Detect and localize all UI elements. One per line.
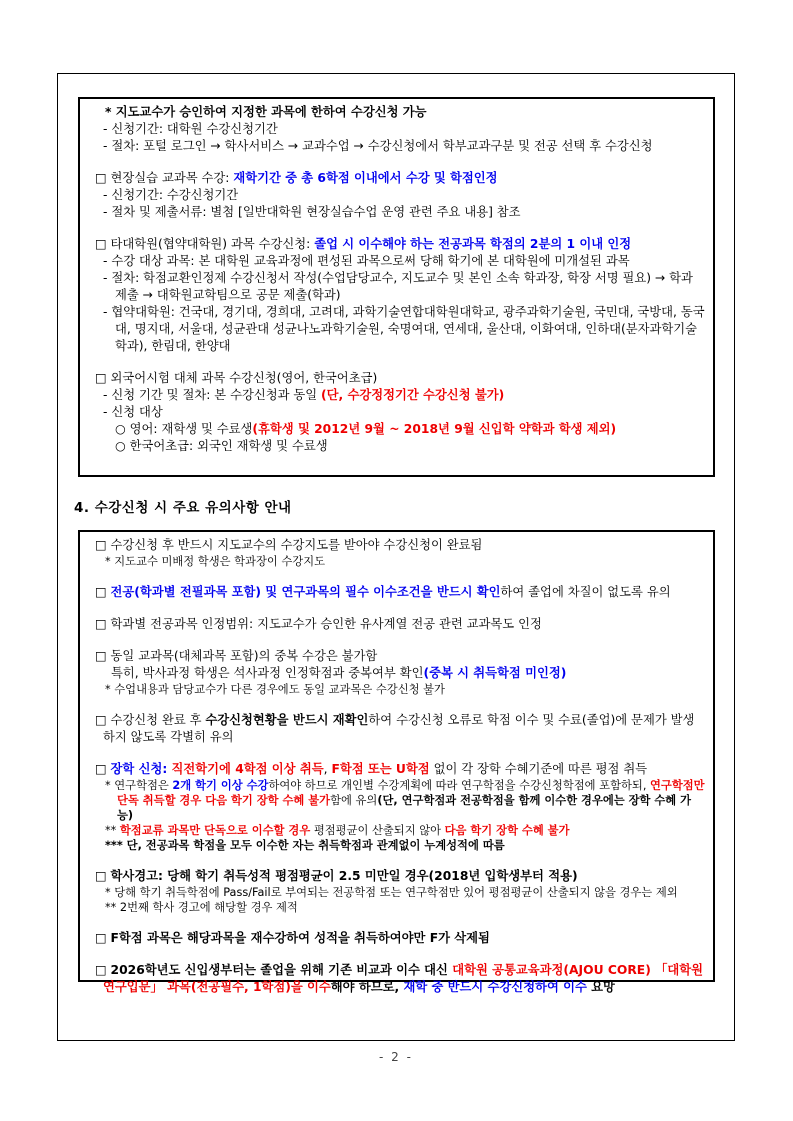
paragraph bbox=[87, 387, 706, 404]
text-run: □ 수강신청 완료 후 bbox=[95, 713, 206, 727]
notice-info-box bbox=[78, 530, 715, 994]
text-run: □ 학과별 전공과목 인정범위: 지도교수가 승인한 유사계열 전공 관련 교과목도 인정 bbox=[95, 617, 542, 631]
text-run: ○ 영어: 재학생 및 수료생 bbox=[115, 422, 253, 436]
text-run: □ bbox=[95, 963, 111, 977]
paragraph bbox=[87, 648, 706, 665]
text-run: - 협약대학원: 건국대, 경기대, 경희대, 고려대, 과학기술연합대학원대학교, 광주과학기술원, 국민대, 국방대, 동국대, 명지대, 서울대, 성균관대 성균나노과학기술원, 숙명여대, 연세대, 울산대, 이화여대, 인하대(분자과학기술학과), 한림대, 한양대 bbox=[103, 305, 705, 353]
paragraph bbox=[87, 438, 706, 455]
text-run: *** 단, 전공과목 학점을 모두 이수한 자는 취득학점과 관계없이 누계성적에 따름 bbox=[105, 839, 505, 852]
paragraph bbox=[87, 665, 706, 682]
text-run: 졸업 시 이수해야 하는 전공과목 학점의 2분의 1 이내 인정 bbox=[314, 237, 632, 251]
text-run: (단, 수강정정기간 수강신청 불가) bbox=[321, 388, 505, 402]
text-run: 재학기간 중 총 6학점 이내에서 수강 및 학점인정 bbox=[233, 171, 498, 185]
text-run: - 수강 대상 과목: 본 대학원 교육과정에 편성된 과목으로써 당해 학기에 본 대학원에 미개설된 과목 bbox=[103, 254, 630, 268]
text-run: 평점평균이 산출되지 않아 bbox=[310, 824, 445, 837]
paragraph bbox=[87, 370, 706, 387]
text-run: 전공(학과별 전필과목 포함) 및 연구과목의 필수 이수조건을 반드시 확인 bbox=[110, 585, 501, 599]
text-run: 2026학년도 신입생부터는 졸업을 위해 기존 비교과 이수 대신 bbox=[110, 963, 453, 977]
paragraph bbox=[87, 187, 706, 204]
text-run: □ bbox=[95, 585, 111, 599]
paragraph bbox=[87, 304, 706, 355]
registration-info-box bbox=[78, 97, 715, 477]
text-run: □ bbox=[95, 931, 111, 945]
text-run: 요망 bbox=[586, 980, 615, 994]
text-run: * 지도교수 미배정 학생은 학과장이 수강지도 bbox=[105, 555, 326, 568]
text-run: 학사경고: 당해 학기 취득성적 평점평균이 2.5 미만일 경우(2018년 입학생부터 적용) bbox=[110, 869, 578, 883]
text-run: 없이 각 장학 수혜기준에 따른 평점 취득 bbox=[429, 762, 648, 776]
paragraph bbox=[87, 170, 706, 187]
text-run: 함에 유의 bbox=[330, 794, 378, 807]
paragraph bbox=[87, 253, 706, 270]
paragraph bbox=[87, 761, 706, 778]
paragraph bbox=[87, 584, 706, 601]
text-run: □ 수강신청 후 반드시 지도교수의 수강지도를 받아야 수강신청이 완료됨 bbox=[95, 538, 483, 552]
text-run: 직전학기에 4학점 이상 취득 bbox=[171, 762, 324, 776]
note-line bbox=[87, 900, 706, 915]
paragraph bbox=[87, 712, 706, 746]
note-line bbox=[87, 838, 706, 853]
paragraph bbox=[87, 204, 706, 221]
text-run: 장학 신청: bbox=[110, 762, 172, 776]
paragraph bbox=[87, 104, 706, 121]
paragraph bbox=[87, 421, 706, 438]
text-run: - 절차: 포털 로그인 → 학사서비스 → 교과수업 → 수강신청에서 학부교과구분 및 전공 선택 후 수강신청 bbox=[103, 139, 653, 153]
text-run: (휴학생 및 2012년 9월 ~ 2018년 9월 신입학 약학과 학생 제외) bbox=[252, 422, 617, 436]
text-run: - 신청기간: 대학원 수강신청기간 bbox=[103, 122, 278, 136]
text-run: F학점 또는 U학점 bbox=[331, 762, 430, 776]
text-run: * 지도교수가 승인하여 지정한 과목에 한하여 수강신청 가능 bbox=[105, 105, 427, 119]
page-number: - 2 - bbox=[379, 1050, 413, 1064]
note-line bbox=[87, 778, 706, 823]
text-run: □ 외국어시험 대체 과목 수강신청(영어, 한국어초급) bbox=[95, 371, 378, 385]
paragraph bbox=[87, 121, 706, 138]
text-run: 해야 하므로, bbox=[330, 980, 404, 994]
note-line bbox=[87, 554, 706, 569]
text-run: 대학원 공통교육과정(AJOU CORE) 「대학원연구입문」 과목(전공필수, 1학점)을 이수 bbox=[103, 963, 704, 994]
text-run: * 연구학점은 bbox=[105, 779, 173, 792]
section-4-heading: 4. 수강신청 시 주요 유의사항 안내 bbox=[74, 500, 292, 516]
text-run: F학점 과목은 해당과목을 재수강하여 성적을 취득하여야만 F가 삭제됨 bbox=[110, 931, 490, 945]
paragraph bbox=[87, 270, 706, 304]
text-run: 특히, 박사과정 학생은 석사과정 인정학점과 중복여부 확인 bbox=[111, 666, 424, 680]
text-run: 재학 중 반드시 수강신청하여 이수 bbox=[403, 980, 587, 994]
text-run: 하여 졸업에 차질이 없도록 유의 bbox=[500, 585, 671, 599]
text-run: ○ 한국어초급: 외국인 재학생 및 수료생 bbox=[115, 439, 328, 453]
text-run: * 수업내용과 담당교수가 다른 경우에도 동일 교과목은 수강신청 불가 bbox=[105, 683, 445, 696]
text-run: 학점교류 과목만 단독으로 이수할 경우 bbox=[119, 824, 311, 837]
text-run: - 절차: 학점교환인정제 수강신청서 작성(수업담당교수, 지도교수 및 본인 소속 학과장, 학장 서명 필요) → 학과 제출 → 대학원교학팀으로 공문 제출(학과) bbox=[103, 271, 693, 302]
paragraph bbox=[87, 962, 706, 996]
text-run: - 신청기간: 수강신청기간 bbox=[103, 188, 239, 202]
note-line bbox=[87, 885, 706, 900]
text-run: (단, 연구학점과 전공학점을 함께 이수한 경우에는 장학 수혜 가능) bbox=[117, 794, 692, 822]
text-run: (중복 시 취득학점 미인정) bbox=[423, 666, 567, 680]
text-run: - 신청 기간 및 절차: 본 수강신청과 동일 bbox=[103, 388, 322, 402]
text-run: 2개 학기 이상 수강 bbox=[172, 779, 269, 792]
text-run: - 신청 대상 bbox=[103, 405, 163, 419]
text-run: □ 동일 교과목(대체과목 포함)의 중복 수강은 불가함 bbox=[95, 649, 378, 663]
text-run: 하여야 하므로 개인별 수강계획에 따라 연구학점을 수강신청학점에 포함하되, bbox=[268, 779, 650, 792]
note-line bbox=[87, 682, 706, 697]
paragraph bbox=[87, 616, 706, 633]
text-run: 다음 학기 장학 수혜 불가 bbox=[444, 824, 570, 837]
text-run: 하여 수강신청 오류로 학점 이수 및 수료(졸업)에 문제가 발생하지 않도록 각별히 유의 bbox=[103, 713, 695, 744]
text-run: 수강신청현황을 반드시 재확인 bbox=[205, 713, 369, 727]
text-run: □ bbox=[95, 869, 111, 883]
text-run: □ bbox=[95, 762, 111, 776]
text-run: 연구학점만 단독 취득할 경우 다음 학기 장학 수혜 불가 bbox=[117, 779, 705, 807]
paragraph bbox=[87, 930, 706, 947]
text-run: * 당해 학기 취득학점에 Pass/Fail로 부여되는 전공학점 또는 연구학점만 있어 평점평균이 산출되지 않을 경우는 제외 bbox=[105, 886, 678, 899]
text-run: ** bbox=[105, 824, 120, 837]
text-run: , bbox=[323, 762, 332, 776]
paragraph bbox=[87, 138, 706, 155]
paragraph bbox=[87, 537, 706, 554]
note-line bbox=[87, 823, 706, 838]
text-run: ** 2번째 학사 경고에 해당할 경우 제적 bbox=[105, 901, 298, 914]
text-run: □ 현장실습 교과목 수강: bbox=[95, 171, 234, 185]
paragraph bbox=[87, 868, 706, 885]
text-run: - 절차 및 제출서류: 별첨 [일반대학원 현장실습수업 운영 관련 주요 내용] 참조 bbox=[103, 205, 521, 219]
paragraph bbox=[87, 404, 706, 421]
text-run: □ 타대학원(협약대학원) 과목 수강신청: bbox=[95, 237, 315, 251]
paragraph bbox=[87, 236, 706, 253]
